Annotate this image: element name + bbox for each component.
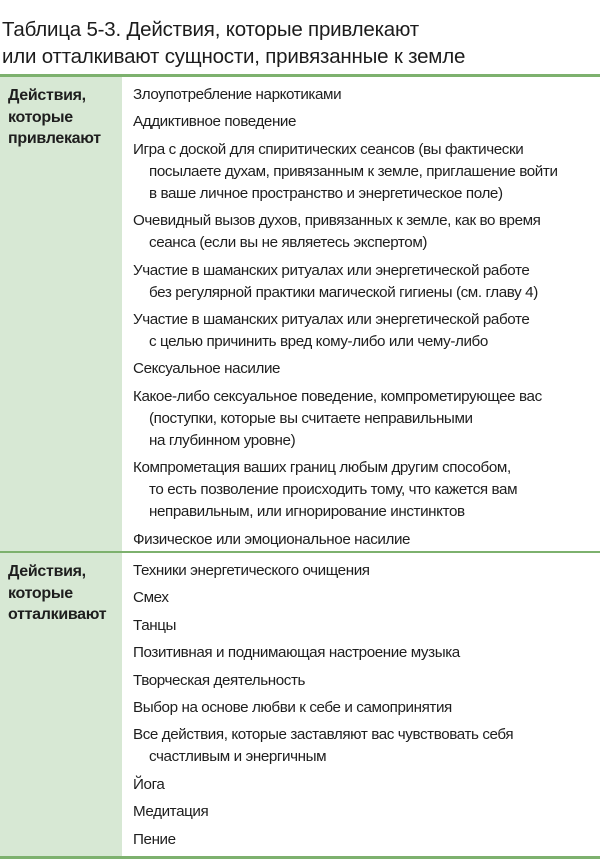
row-header-repel: Действия, которые отталкивают [8, 563, 107, 623]
attract-list [133, 84, 595, 556]
title-line: Таблица 5-3. Действия, которые привлекают [2, 17, 419, 41]
row-header-cell [0, 553, 122, 856]
list-item: Смех [133, 589, 169, 607]
list-item: Йога [133, 775, 165, 793]
list-item: Физическое или эмоциональное насилие [133, 530, 411, 548]
list-item: Участие в шаманских ритуалах или энергетической работе с целью причинить вред кому-либо или чему-либо [133, 310, 530, 350]
list-item: Сексуальное насилие [133, 360, 281, 378]
list-item: Участие в шаманских ритуалах или энергетической работе без регулярной практики магической гигиены (см. главу 4) [133, 261, 538, 301]
list-item: Медитация [133, 803, 209, 821]
list-item: Все действия, которые заставляют вас чувствовать себя счастливым и энергичным [133, 726, 514, 766]
list-item: Творческая деятельность [133, 671, 306, 689]
table-title [2, 16, 598, 70]
list-item: Танцы [133, 616, 177, 634]
list-item: Игра с доской для спиритических сеансов (вы фактически посылаете духам, привязанным к земле, приглашение войти в ваше личное пространство и энергетическое поле) [133, 140, 558, 202]
title-line: или отталкивают сущности, привязанные к земле [2, 44, 466, 68]
list-item: Аддиктивное поведение [133, 113, 297, 131]
row-header-attract: Действия, которые привлекают [8, 87, 101, 147]
list-item: Очевидный вызов духов, привязанных к земле, как во время сеанса (если вы не являетесь экспертом) [133, 212, 541, 252]
repel-list [133, 560, 595, 856]
section-repel [0, 553, 600, 856]
list-item: Компрометация ваших границ любым другим способом, то есть позволение происходить тому, что кажется вам неправильным, или игнорирование инстинктов [133, 459, 518, 521]
list-item: Злоупотребление наркотиками [133, 86, 342, 103]
bottom-rule [0, 856, 600, 859]
section-attract [0, 77, 600, 551]
list-item: Выбор на основе любви к себе и самопринятия [133, 698, 452, 716]
list-item: Позитивная и поднимающая настроение музыка [133, 644, 460, 662]
list-item: Какое-либо сексуальное поведение, компрометирующее вас (поступки, которые вы считаете неправильными на глубинном уровне) [133, 387, 542, 449]
list-item: Техники энергетического очищения [133, 562, 370, 579]
actions-table [0, 74, 600, 860]
row-header-cell [0, 77, 122, 551]
list-item: Пение [133, 830, 176, 848]
